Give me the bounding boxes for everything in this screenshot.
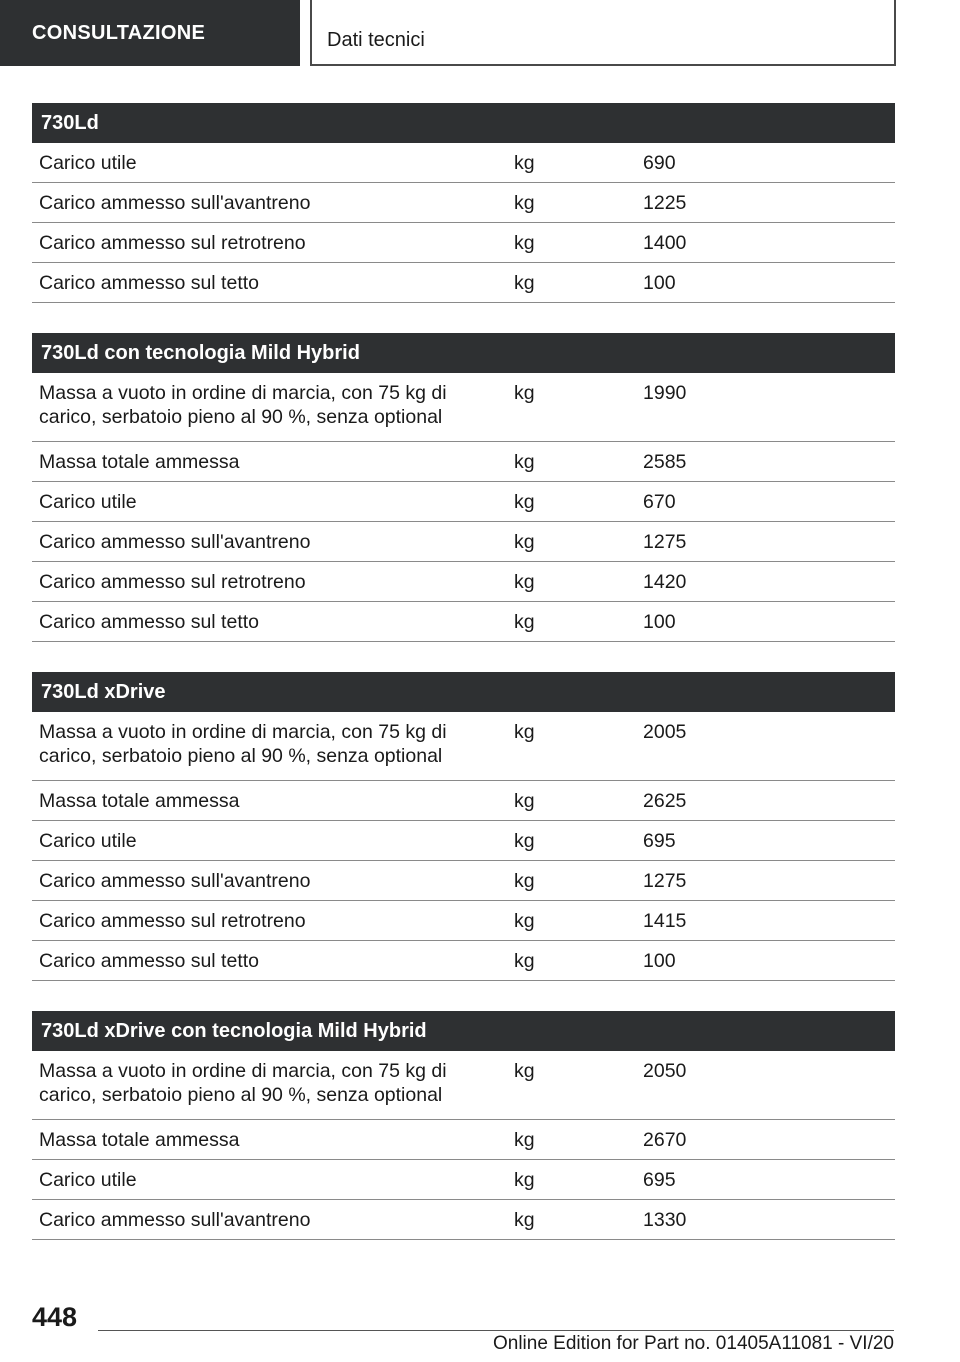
row-value: 100 xyxy=(643,950,676,972)
row-label: Massa a vuoto in ordine di marcia, con 75 kg di carico, serbatoio pieno al 90 %, senza optional xyxy=(39,721,447,767)
row-unit: kg xyxy=(514,571,535,593)
row-label: Carico ammesso sul tetto xyxy=(39,272,259,294)
table-row xyxy=(32,941,895,981)
table-row xyxy=(32,482,895,522)
spec-table xyxy=(32,333,895,642)
row-unit: kg xyxy=(514,1209,535,1231)
table-row xyxy=(32,562,895,602)
table-heading: 730Ld xDrive xyxy=(32,672,895,712)
row-value: 2670 xyxy=(643,1129,687,1151)
row-value: 2585 xyxy=(643,451,687,473)
row-unit: kg xyxy=(514,272,535,294)
row-unit: kg xyxy=(514,1129,535,1151)
row-unit: kg xyxy=(514,950,535,972)
footer-divider xyxy=(98,1330,894,1331)
spec-table xyxy=(32,672,895,981)
row-unit: kg xyxy=(514,910,535,932)
row-label: Carico ammesso sul tetto xyxy=(39,611,259,633)
row-value: 695 xyxy=(643,1169,676,1191)
row-value: 1415 xyxy=(643,910,687,932)
row-value: 1330 xyxy=(643,1209,687,1231)
table-row xyxy=(32,1051,895,1120)
table-row xyxy=(32,1200,895,1240)
row-label: Carico utile xyxy=(39,1169,137,1191)
row-value: 1225 xyxy=(643,192,687,214)
row-value: 2005 xyxy=(643,721,687,743)
table-heading: 730Ld con tecnologia Mild Hybrid xyxy=(32,333,895,373)
row-label: Carico utile xyxy=(39,491,137,513)
table-row xyxy=(32,183,895,223)
row-unit: kg xyxy=(514,451,535,473)
row-unit: kg xyxy=(514,870,535,892)
row-value: 2050 xyxy=(643,1060,687,1082)
row-unit: kg xyxy=(514,531,535,553)
table-row xyxy=(32,1160,895,1200)
row-label: Carico ammesso sull'avantreno xyxy=(39,192,311,214)
chapter-title: Dati tecnici xyxy=(310,0,896,66)
row-unit: kg xyxy=(514,152,535,174)
row-value: 1400 xyxy=(643,232,687,254)
table-row xyxy=(32,522,895,562)
table-row xyxy=(32,373,895,442)
table-row xyxy=(32,263,895,303)
row-value: 100 xyxy=(643,272,676,294)
table-row xyxy=(32,712,895,781)
page-header xyxy=(0,0,960,66)
row-unit: kg xyxy=(514,382,535,404)
row-unit: kg xyxy=(514,192,535,214)
row-unit: kg xyxy=(514,1060,535,1082)
spec-table xyxy=(32,1011,895,1240)
row-label: Carico utile xyxy=(39,830,137,852)
table-row xyxy=(32,143,895,183)
table-heading: 730Ld xDrive con tecnologia Mild Hybrid xyxy=(32,1011,895,1051)
spec-table xyxy=(32,103,895,303)
table-row xyxy=(32,1120,895,1160)
page-number: 448 xyxy=(32,1302,78,1332)
edition-note: Online Edition for Part no. 01405A11081 - VI/20 xyxy=(492,1333,894,1354)
row-label: Massa totale ammessa xyxy=(39,451,240,473)
row-unit: kg xyxy=(514,491,535,513)
row-label: Carico utile xyxy=(39,152,137,174)
row-value: 1420 xyxy=(643,571,687,593)
row-label: Carico ammesso sull'avantreno xyxy=(39,531,311,553)
row-unit: kg xyxy=(514,1169,535,1191)
row-label: Massa totale ammessa xyxy=(39,790,240,812)
row-unit: kg xyxy=(514,611,535,633)
row-label: Carico ammesso sul retrotreno xyxy=(39,232,306,254)
row-unit: kg xyxy=(514,721,535,743)
table-row xyxy=(32,223,895,263)
table-row xyxy=(32,602,895,642)
spec-tables xyxy=(32,103,895,1270)
row-label: Carico ammesso sul retrotreno xyxy=(39,571,306,593)
table-row xyxy=(32,442,895,482)
row-value: 2625 xyxy=(643,790,687,812)
row-value: 690 xyxy=(643,152,676,174)
table-heading: 730Ld xyxy=(32,103,895,143)
row-value: 1275 xyxy=(643,531,687,553)
row-value: 695 xyxy=(643,830,676,852)
row-value: 670 xyxy=(643,491,676,513)
row-label: Carico ammesso sul retrotreno xyxy=(39,910,306,932)
row-label: Massa totale ammessa xyxy=(39,1129,240,1151)
row-value: 1275 xyxy=(643,870,687,892)
row-label: Massa a vuoto in ordine di marcia, con 75 kg di carico, serbatoio pieno al 90 %, senza optional xyxy=(39,382,447,428)
row-unit: kg xyxy=(514,232,535,254)
row-unit: kg xyxy=(514,790,535,812)
table-row xyxy=(32,861,895,901)
section-tab: CONSULTAZIONE xyxy=(0,0,300,66)
row-label: Carico ammesso sul tetto xyxy=(39,950,259,972)
table-row xyxy=(32,821,895,861)
table-row xyxy=(32,901,895,941)
row-value: 1990 xyxy=(643,382,687,404)
row-unit: kg xyxy=(514,830,535,852)
table-row xyxy=(32,781,895,821)
row-label: Carico ammesso sull'avantreno xyxy=(39,870,311,892)
row-value: 100 xyxy=(643,611,676,633)
row-label: Massa a vuoto in ordine di marcia, con 75 kg di carico, serbatoio pieno al 90 %, senza optional xyxy=(39,1060,447,1106)
row-label: Carico ammesso sull'avantreno xyxy=(39,1209,311,1231)
